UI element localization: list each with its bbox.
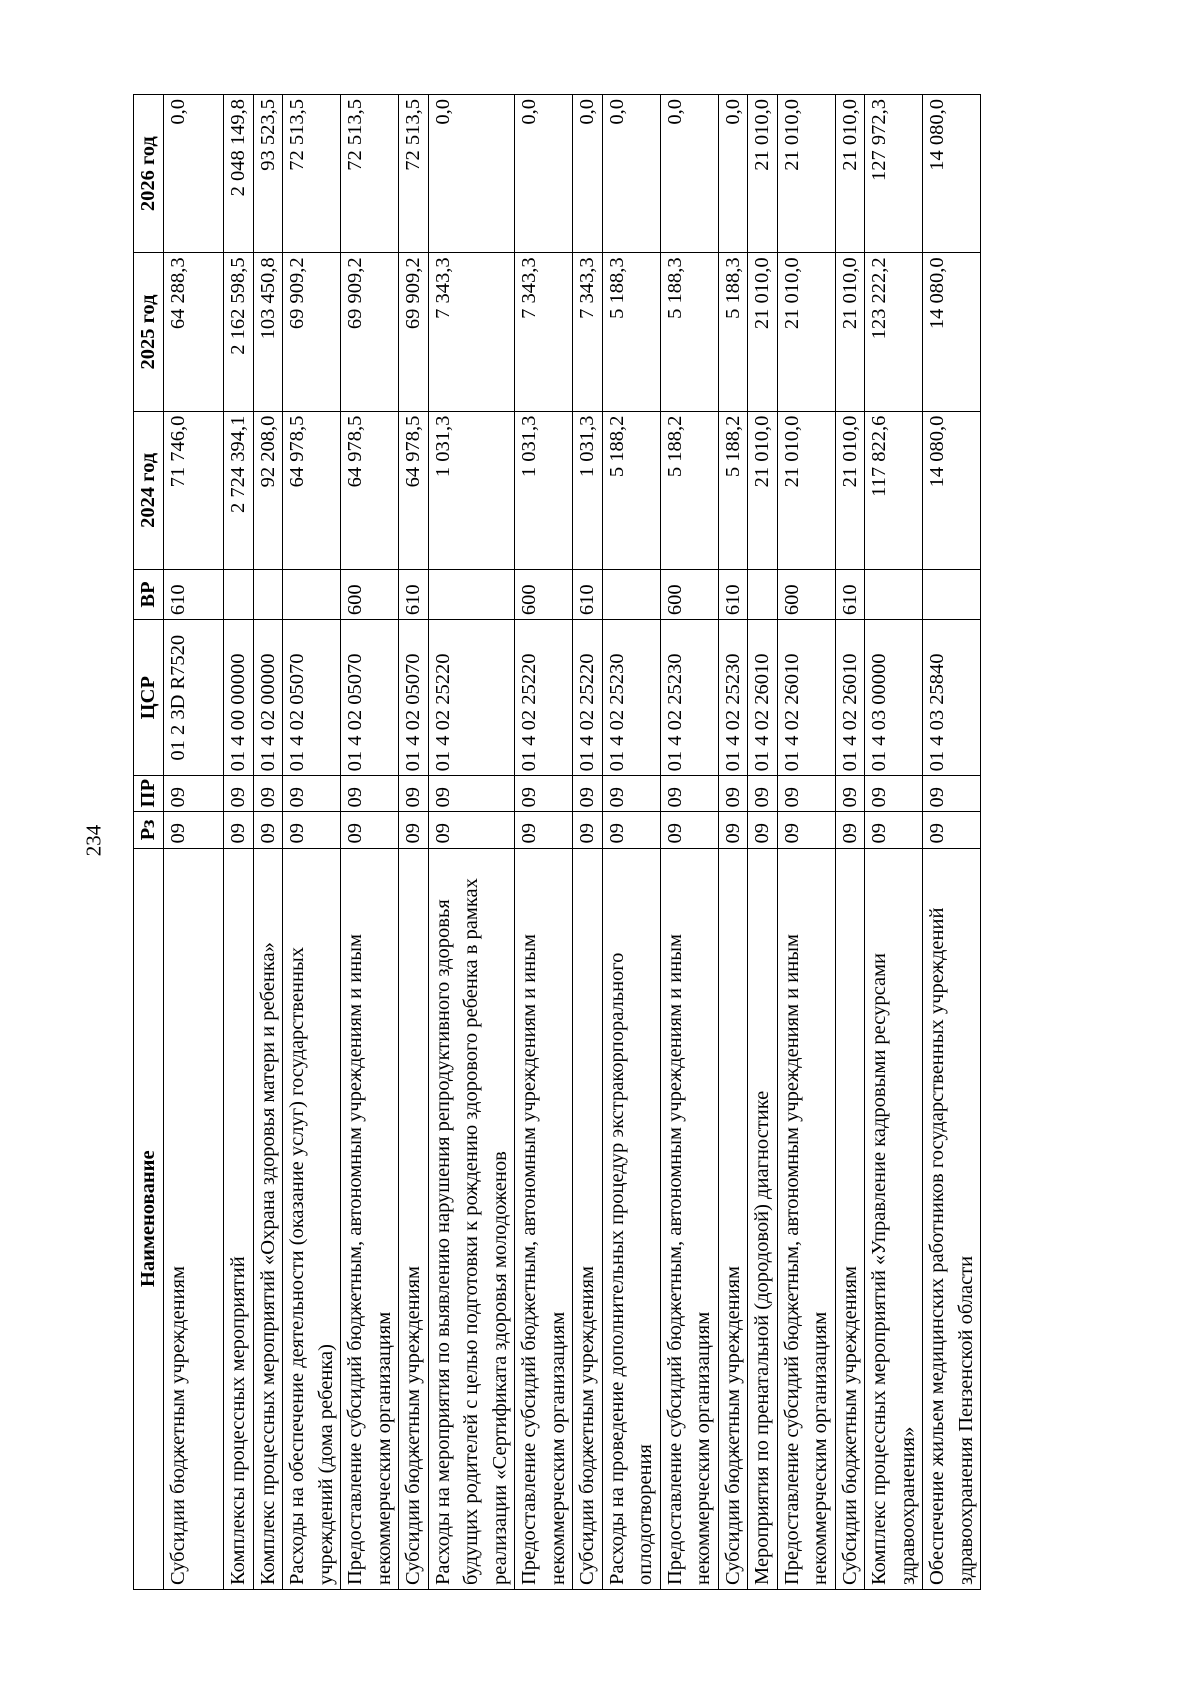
budget-table <box>133 94 981 1590</box>
cell-vr: 610 <box>718 569 748 619</box>
cell-2024: 92 208,0 <box>253 411 283 569</box>
cell-vr: 600 <box>515 569 573 619</box>
cell-2026: 0,0 <box>515 95 573 253</box>
cell-2024: 21 010,0 <box>777 411 835 569</box>
cell-pr: 09 <box>835 776 865 812</box>
cell-2026: 0,0 <box>718 95 748 253</box>
cell-name: Предоставление субсидий бюджетным, автономным учреждениям и иным некоммерческим организациям <box>777 848 835 1589</box>
cell-rz: 09 <box>428 812 515 848</box>
cell-2025: 5 188,3 <box>718 253 748 411</box>
cell-2025: 123 222,2 <box>865 253 923 411</box>
cell-2024: 2 724 394,1 <box>224 411 254 569</box>
cell-pr: 09 <box>865 776 923 812</box>
cell-2025: 7 343,3 <box>515 253 573 411</box>
cell-pr: 09 <box>283 776 341 812</box>
cell-2026: 21 010,0 <box>748 95 778 253</box>
header-vr: ВР <box>134 569 164 619</box>
header-pr: ПР <box>134 776 164 812</box>
cell-name: Расходы на мероприятия по выявлению нарушения репродуктивного здоровья будущих родителей с целью подготовки к рождению здорового ребенка в рамках реализации «Сертификата здоровья молодоженов <box>428 848 515 1589</box>
cell-rz: 09 <box>748 812 778 848</box>
table-row <box>923 95 981 1590</box>
cell-name: Предоставление субсидий бюджетным, автономным учреждениям и иным некоммерческим организациям <box>515 848 573 1589</box>
cell-rz: 09 <box>253 812 283 848</box>
cell-2026: 0,0 <box>660 95 718 253</box>
cell-2025: 69 909,2 <box>283 253 341 411</box>
table-row <box>718 95 748 1590</box>
cell-2024: 1 031,3 <box>515 411 573 569</box>
cell-vr: 610 <box>835 569 865 619</box>
cell-pr: 09 <box>224 776 254 812</box>
cell-pr: 09 <box>718 776 748 812</box>
cell-2025: 64 288,3 <box>164 253 224 411</box>
header-csr: ЦСР <box>134 620 164 776</box>
cell-vr <box>923 569 981 619</box>
cell-pr: 09 <box>515 776 573 812</box>
cell-2025: 69 909,2 <box>341 253 399 411</box>
cell-2026: 72 513,5 <box>341 95 399 253</box>
cell-rz: 09 <box>923 812 981 848</box>
cell-pr: 09 <box>923 776 981 812</box>
cell-2024: 71 746,0 <box>164 411 224 569</box>
cell-name: Предоставление субсидий бюджетным, автономным учреждениям и иным некоммерческим организациям <box>660 848 718 1589</box>
cell-name: Субсидии бюджетным учреждениям <box>399 848 429 1589</box>
cell-pr: 09 <box>748 776 778 812</box>
cell-rz: 09 <box>718 812 748 848</box>
header-2026: 2026 год <box>134 95 164 253</box>
table-row <box>428 95 515 1590</box>
cell-csr: 01 4 02 05070 <box>341 620 399 776</box>
page-number: 234 <box>81 824 106 857</box>
table-header-row <box>134 95 164 1590</box>
cell-vr: 610 <box>399 569 429 619</box>
cell-name: Расходы на проведение дополнительных процедур экстракорпорального оплодотворения <box>602 848 660 1589</box>
cell-2024: 1 031,3 <box>428 411 515 569</box>
cell-pr: 09 <box>164 776 224 812</box>
header-rz: Рз <box>134 812 164 848</box>
cell-2025: 7 343,3 <box>428 253 515 411</box>
cell-2025: 21 010,0 <box>835 253 865 411</box>
cell-csr: 01 4 00 00000 <box>224 620 254 776</box>
cell-2024: 5 188,2 <box>718 411 748 569</box>
cell-pr: 09 <box>341 776 399 812</box>
table-row <box>748 95 778 1590</box>
cell-2026: 72 513,5 <box>283 95 341 253</box>
cell-2024: 21 010,0 <box>835 411 865 569</box>
cell-name: Комплекс процессных мероприятий «Управление кадровыми ресурсами здравоохранения» <box>865 848 923 1589</box>
cell-pr: 09 <box>399 776 429 812</box>
cell-csr: 01 4 02 00000 <box>253 620 283 776</box>
cell-csr: 01 4 03 25840 <box>923 620 981 776</box>
cell-rz: 09 <box>777 812 835 848</box>
cell-name: Предоставление субсидий бюджетным, автономным учреждениям и иным некоммерческим организациям <box>341 848 399 1589</box>
cell-rz: 09 <box>224 812 254 848</box>
cell-name: Мероприятия по пренатальной (дородовой) диагностике <box>748 848 778 1589</box>
cell-2026: 127 972,3 <box>865 95 923 253</box>
cell-2026: 0,0 <box>602 95 660 253</box>
cell-rz: 09 <box>341 812 399 848</box>
cell-2026: 93 523,5 <box>253 95 283 253</box>
cell-csr: 01 4 02 25230 <box>718 620 748 776</box>
cell-2024: 117 822,6 <box>865 411 923 569</box>
cell-pr: 09 <box>660 776 718 812</box>
cell-pr: 09 <box>573 776 603 812</box>
cell-pr: 09 <box>777 776 835 812</box>
cell-csr: 01 2 3D R7520 <box>164 620 224 776</box>
cell-csr: 01 4 02 25230 <box>602 620 660 776</box>
cell-2026: 72 513,5 <box>399 95 429 253</box>
cell-2026: 21 010,0 <box>835 95 865 253</box>
table-row <box>865 95 923 1590</box>
cell-2025: 69 909,2 <box>399 253 429 411</box>
cell-2025: 14 080,0 <box>923 253 981 411</box>
cell-2025: 103 450,8 <box>253 253 283 411</box>
cell-2026: 21 010,0 <box>777 95 835 253</box>
cell-vr: 600 <box>777 569 835 619</box>
cell-vr <box>224 569 254 619</box>
table-row <box>777 95 835 1590</box>
cell-vr <box>253 569 283 619</box>
cell-2024: 1 031,3 <box>573 411 603 569</box>
cell-name: Субсидии бюджетным учреждениям <box>718 848 748 1589</box>
cell-2025: 21 010,0 <box>777 253 835 411</box>
cell-rz: 09 <box>660 812 718 848</box>
cell-2026: 0,0 <box>164 95 224 253</box>
header-2025: 2025 год <box>134 253 164 411</box>
cell-rz: 09 <box>283 812 341 848</box>
cell-vr <box>283 569 341 619</box>
cell-2024: 5 188,2 <box>602 411 660 569</box>
cell-csr: 01 4 02 05070 <box>399 620 429 776</box>
header-name: Наименование <box>134 848 164 1589</box>
cell-2025: 7 343,3 <box>573 253 603 411</box>
cell-csr: 01 4 02 25220 <box>515 620 573 776</box>
header-2024: 2024 год <box>134 411 164 569</box>
cell-rz: 09 <box>573 812 603 848</box>
cell-2026: 0,0 <box>428 95 515 253</box>
cell-2025: 5 188,3 <box>660 253 718 411</box>
table-row <box>283 95 341 1590</box>
cell-name: Обеспечение жильем медицинских работников государственных учреждений здравоохранения Пензенской области <box>923 848 981 1589</box>
cell-2024: 64 978,5 <box>283 411 341 569</box>
cell-name: Комплексы процессных мероприятий <box>224 848 254 1589</box>
cell-vr <box>602 569 660 619</box>
table-row <box>660 95 718 1590</box>
cell-rz: 09 <box>399 812 429 848</box>
cell-rz: 09 <box>835 812 865 848</box>
cell-vr <box>865 569 923 619</box>
cell-pr: 09 <box>253 776 283 812</box>
table-row <box>602 95 660 1590</box>
cell-2024: 64 978,5 <box>341 411 399 569</box>
table-row <box>341 95 399 1590</box>
table-row <box>515 95 573 1590</box>
cell-2024: 5 188,2 <box>660 411 718 569</box>
cell-2026: 2 048 149,8 <box>224 95 254 253</box>
cell-name: Комплекс процессных мероприятий «Охрана здоровья матери и ребенка» <box>253 848 283 1589</box>
cell-rz: 09 <box>164 812 224 848</box>
cell-2024: 21 010,0 <box>748 411 778 569</box>
cell-2024: 14 080,0 <box>923 411 981 569</box>
cell-name: Расходы на обеспечение деятельности (оказание услуг) государственных учреждений (дома ребенка) <box>283 848 341 1589</box>
cell-2024: 64 978,5 <box>399 411 429 569</box>
budget-table-container <box>133 94 1053 1590</box>
cell-csr: 01 4 02 25230 <box>660 620 718 776</box>
cell-name: Субсидии бюджетным учреждениям <box>835 848 865 1589</box>
cell-vr <box>428 569 515 619</box>
table-row <box>224 95 254 1590</box>
cell-csr: 01 4 02 26010 <box>835 620 865 776</box>
cell-pr: 09 <box>602 776 660 812</box>
cell-csr: 01 4 02 26010 <box>777 620 835 776</box>
cell-pr: 09 <box>428 776 515 812</box>
cell-csr: 01 4 02 26010 <box>748 620 778 776</box>
cell-2026: 0,0 <box>573 95 603 253</box>
cell-vr: 610 <box>573 569 603 619</box>
cell-rz: 09 <box>865 812 923 848</box>
table-row <box>164 95 224 1590</box>
cell-rz: 09 <box>515 812 573 848</box>
table-row <box>835 95 865 1590</box>
table-row <box>573 95 603 1590</box>
cell-vr: 610 <box>164 569 224 619</box>
cell-2025: 5 188,3 <box>602 253 660 411</box>
cell-2025: 21 010,0 <box>748 253 778 411</box>
cell-csr: 01 4 02 05070 <box>283 620 341 776</box>
cell-vr <box>748 569 778 619</box>
cell-2026: 14 080,0 <box>923 95 981 253</box>
cell-rz: 09 <box>602 812 660 848</box>
cell-name: Субсидии бюджетным учреждениям <box>573 848 603 1589</box>
cell-csr: 01 4 03 00000 <box>865 620 923 776</box>
cell-2025: 2 162 598,5 <box>224 253 254 411</box>
table-row <box>253 95 283 1590</box>
cell-name: Субсидии бюджетным учреждениям <box>164 848 224 1589</box>
cell-vr: 600 <box>341 569 399 619</box>
cell-vr: 600 <box>660 569 718 619</box>
cell-csr: 01 4 02 25220 <box>573 620 603 776</box>
cell-csr: 01 4 02 25220 <box>428 620 515 776</box>
table-row <box>399 95 429 1590</box>
